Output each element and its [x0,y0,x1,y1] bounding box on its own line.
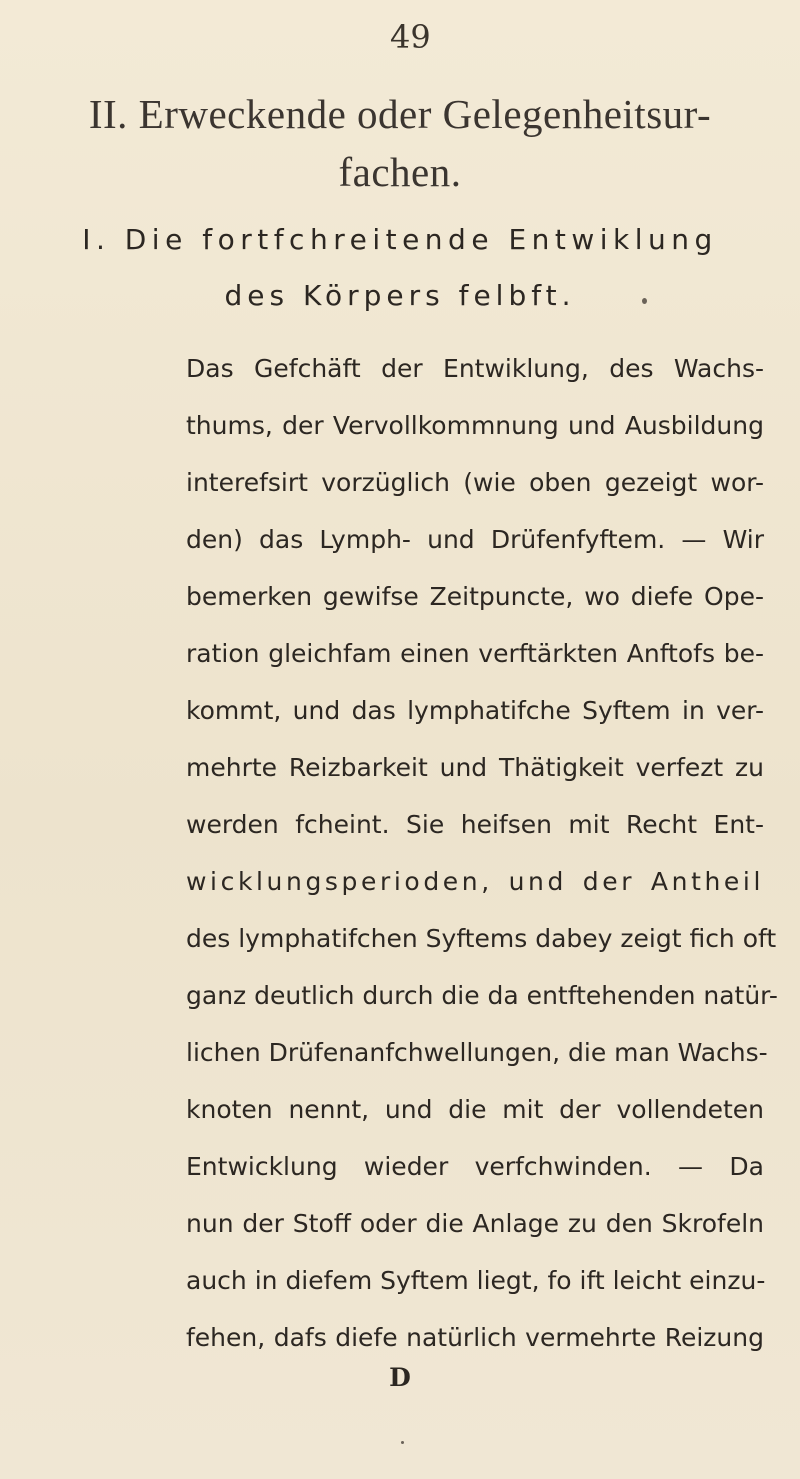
text-line: bemerken gewifse Zeitpuncte, wo diefe Ope- [186,582,764,611]
text-line: kommt, und das lymphatifche Syftem in ver- [186,696,764,725]
subsection-heading-line-2: des Körpers felbft. [224,279,576,312]
text-line: fehen, dafs diefe natürlich vermehrte Reizung [186,1323,764,1352]
text-line: ration gleichfam einen verftärkten Anftofs be- [186,639,764,668]
signature-mark: D [389,1363,411,1392]
text-line: interefsirt vorzüglich (wie oben gezeigt wor- [186,468,764,497]
section-heading-line-2: fachen. [338,149,462,195]
paper-speck [642,298,647,304]
text-line: wicklungsperioden, und der Antheil [186,867,764,896]
text-line: auch in diefem Syftem liegt, fo ift leicht einzu- [186,1266,766,1295]
text-line: den) das Lymph- und Drüfenfyftem. — Wir [186,525,764,554]
text-line: des lymphatifchen Syftems dabey zeigt fich oft [186,924,777,953]
paper-speck [401,1441,404,1444]
text-line: lichen Drüfenanfchwellungen, die man Wachs- [186,1038,768,1067]
section-heading-line-1: II. Erweckende oder Gelegenheitsur- [88,91,712,137]
text-line: ganz deutlich durch die da entftehenden natür- [186,981,778,1010]
text-line: knoten nennt, und die mit der vollendeten [186,1095,764,1124]
subsection-heading-line-1: I. Die fortfchreitende Entwiklung [82,223,718,256]
text-line: mehrte Reizbarkeit und Thätigkeit verfezt zu [186,753,764,782]
text-line: werden fcheint. Sie heifsen mit Recht Ent- [186,810,764,839]
text-line: nun der Stoff oder die Anlage zu den Skrofeln [186,1209,764,1238]
page-number: 49 [390,18,431,56]
text-line: Entwicklung wieder verfchwinden. — Da [186,1152,764,1181]
text-line: thums, der Vervollkommnung und Ausbildung [186,411,764,440]
text-line: Das Gefchäft der Entwiklung, des Wachs- [186,354,764,383]
body-paragraph [186,340,778,1366]
